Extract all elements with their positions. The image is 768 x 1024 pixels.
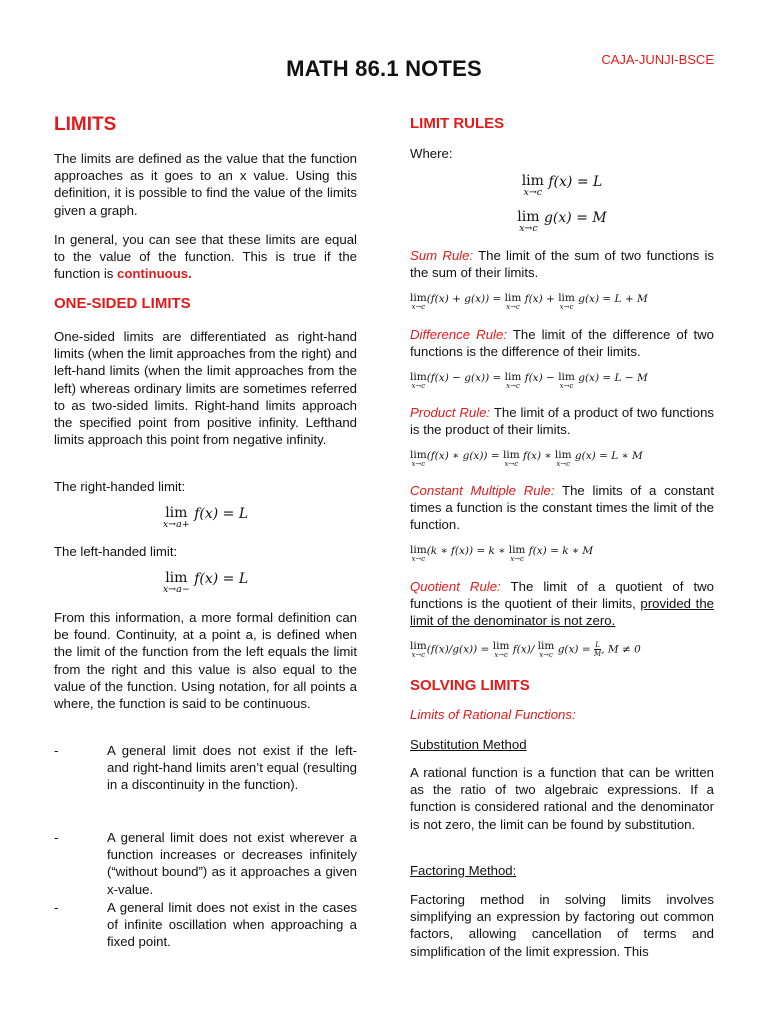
product-rule-text: The limit of a product of two functions is the product of their limits. (410, 405, 714, 438)
list-item (54, 829, 357, 898)
quotient-rule-equation: lim x→c (f(x)/g(x)) = lim x→c f(x)/ lim x→c g(x) = $\frac{L}{M}$, M ≠ 0 (410, 640, 641, 659)
where-label: Where: (410, 146, 453, 161)
solving-limits-heading: SOLVING LIMITS (410, 677, 530, 694)
bullet-text: A general limit does not exist if the left- and right-hand limits aren’t equal (resulting in a discontinuity in the function). (107, 743, 357, 793)
quotient-rule-condition: provided the limit of the denominator is not zero. (410, 596, 714, 629)
factoring-method-heading: Factoring Method: (410, 863, 517, 878)
limits-definition-paragraph: The limits are defined as the value that the function approaches as it goes to an x value. Using this definition, it is possible to find the value of the limits given a graph. (54, 151, 357, 218)
quotient-rule-paragraph (410, 578, 714, 630)
list-item (54, 742, 357, 794)
bullet-dash: - (54, 743, 59, 758)
left-handed-label: The left-handed limit: (54, 544, 178, 559)
product-rule-equation: lim x→c (f(x) ∗ g(x)) = lim x→c f(x) ∗ lim x→c g(x) = L ∗ M (410, 449, 643, 468)
sum-rule-paragraph (410, 247, 714, 281)
factoring-method-paragraph: Factoring method in solving limits involves simplifying an expression by factoring out common factors, allowing cancellation of terms and simplification of the limit expression. This (410, 892, 714, 959)
difference-rule-text: The limit of the difference of two functions is the difference of their limits. (410, 327, 714, 360)
sum-rule-name: Sum Rule: (410, 248, 474, 263)
lim-operator: lim x→c (517, 209, 540, 234)
equation-expression: f(x) = L (194, 571, 249, 587)
right-handed-label: The right-handed limit: (54, 479, 186, 494)
one-sided-paragraph: One-sided limits are differentiated as right-hand limits (when the limit approaches from the right) and left-hand limits (when the limit approaches from the left) whereas ordinary limits are sometimes referred to as two-sided limits. Right-hand limits approach the specified point from positive infinity. Lefthand limits approach this point from negative infinity. (54, 329, 357, 448)
substitution-method-paragraph: A rational function is a function that can be written as the ratio of two algebraic expressions. If a function is considered rational and the denominator is not zero, the limit can be found by substitution. (410, 765, 714, 832)
difference-rule-name: Difference Rule: (410, 327, 507, 342)
bullet-text: A general limit does not exist in the cases of infinite oscillation when approaching a fixed point. (107, 900, 357, 950)
right-handed-equation (54, 506, 357, 529)
continuous-highlight: continuous. (117, 266, 192, 282)
sum-rule-equation: lim x→c (f(x) + g(x)) = lim x→c f(x) + lim x→c g(x) = L + M (410, 292, 648, 311)
rational-functions-heading: Limits of Rational Functions: (410, 707, 576, 722)
product-rule-paragraph (410, 404, 714, 438)
substitution-method-heading: Substitution Method (410, 737, 527, 752)
author-tag: CAJA-JUNJI-BSCE (601, 52, 714, 67)
lim-operator: lim x→a+ (162, 505, 190, 530)
left-handed-equation (54, 571, 357, 594)
constant-multiple-rule-equation: lim x→c (k ∗ f(x)) = k ∗ lim x→c f(x) = k ∗ M (410, 544, 594, 563)
quotient-fraction: $\frac{L}{M}$ (594, 641, 602, 658)
bullet-dash: - (54, 830, 59, 845)
lim-operator: lim x→a− (162, 570, 190, 595)
where-equation-g (410, 210, 714, 233)
constant-multiple-rule-paragraph (410, 482, 714, 534)
quotient-rule-text: The limit of a quotient of two functions is the quotient of their limits, (410, 579, 714, 612)
bullet-dash: - (54, 900, 59, 915)
page-title: MATH 86.1 NOTES (286, 56, 482, 81)
product-rule-name: Product Rule: (410, 405, 491, 420)
limits-heading: LIMITS (54, 114, 117, 135)
quotient-rule-name: Quotient Rule: (410, 579, 501, 594)
difference-rule-paragraph (410, 326, 714, 360)
difference-rule-equation: lim x→c (f(x) − g(x)) = lim x→c f(x) − lim x→c g(x) = L − M (410, 371, 648, 390)
limit-rules-heading: LIMIT RULES (410, 115, 505, 132)
equation-expression: f(x) = L (194, 506, 249, 522)
equation-expression: g(x) = M (543, 210, 607, 226)
sum-rule-text: The limit of the sum of two functions is the sum of their limits. (410, 248, 714, 281)
constant-multiple-rule-text: The limits of a constant times a function is the constant times the limit of the function. (410, 483, 714, 533)
constant-multiple-rule-name: Constant Multiple Rule: (410, 483, 555, 498)
list-item (54, 899, 357, 951)
bullet-text: A general limit does not exist wherever a function increases or decreases infinitely (“without bound”) as it approaches a given x-value. (107, 830, 357, 897)
where-equation-f (410, 174, 714, 197)
one-sided-limits-heading: ONE-SIDED LIMITS (54, 295, 191, 312)
formal-definition-paragraph: From this information, a more formal definition can be found. Continuity, at a point a, is defined when the limit of the function from the left equals the limit from the right and this value is also equal to the value of the function. Using notation, for all points a where, the function is said to be continuous. (54, 610, 357, 712)
equation-expression: f(x) = L (548, 174, 603, 190)
continuity-paragraph (54, 231, 357, 283)
lim-operator: lim x→c (521, 173, 544, 198)
continuity-text: In general, you can see that these limits are equal to the value of the function. This is true if the function is (54, 232, 357, 282)
